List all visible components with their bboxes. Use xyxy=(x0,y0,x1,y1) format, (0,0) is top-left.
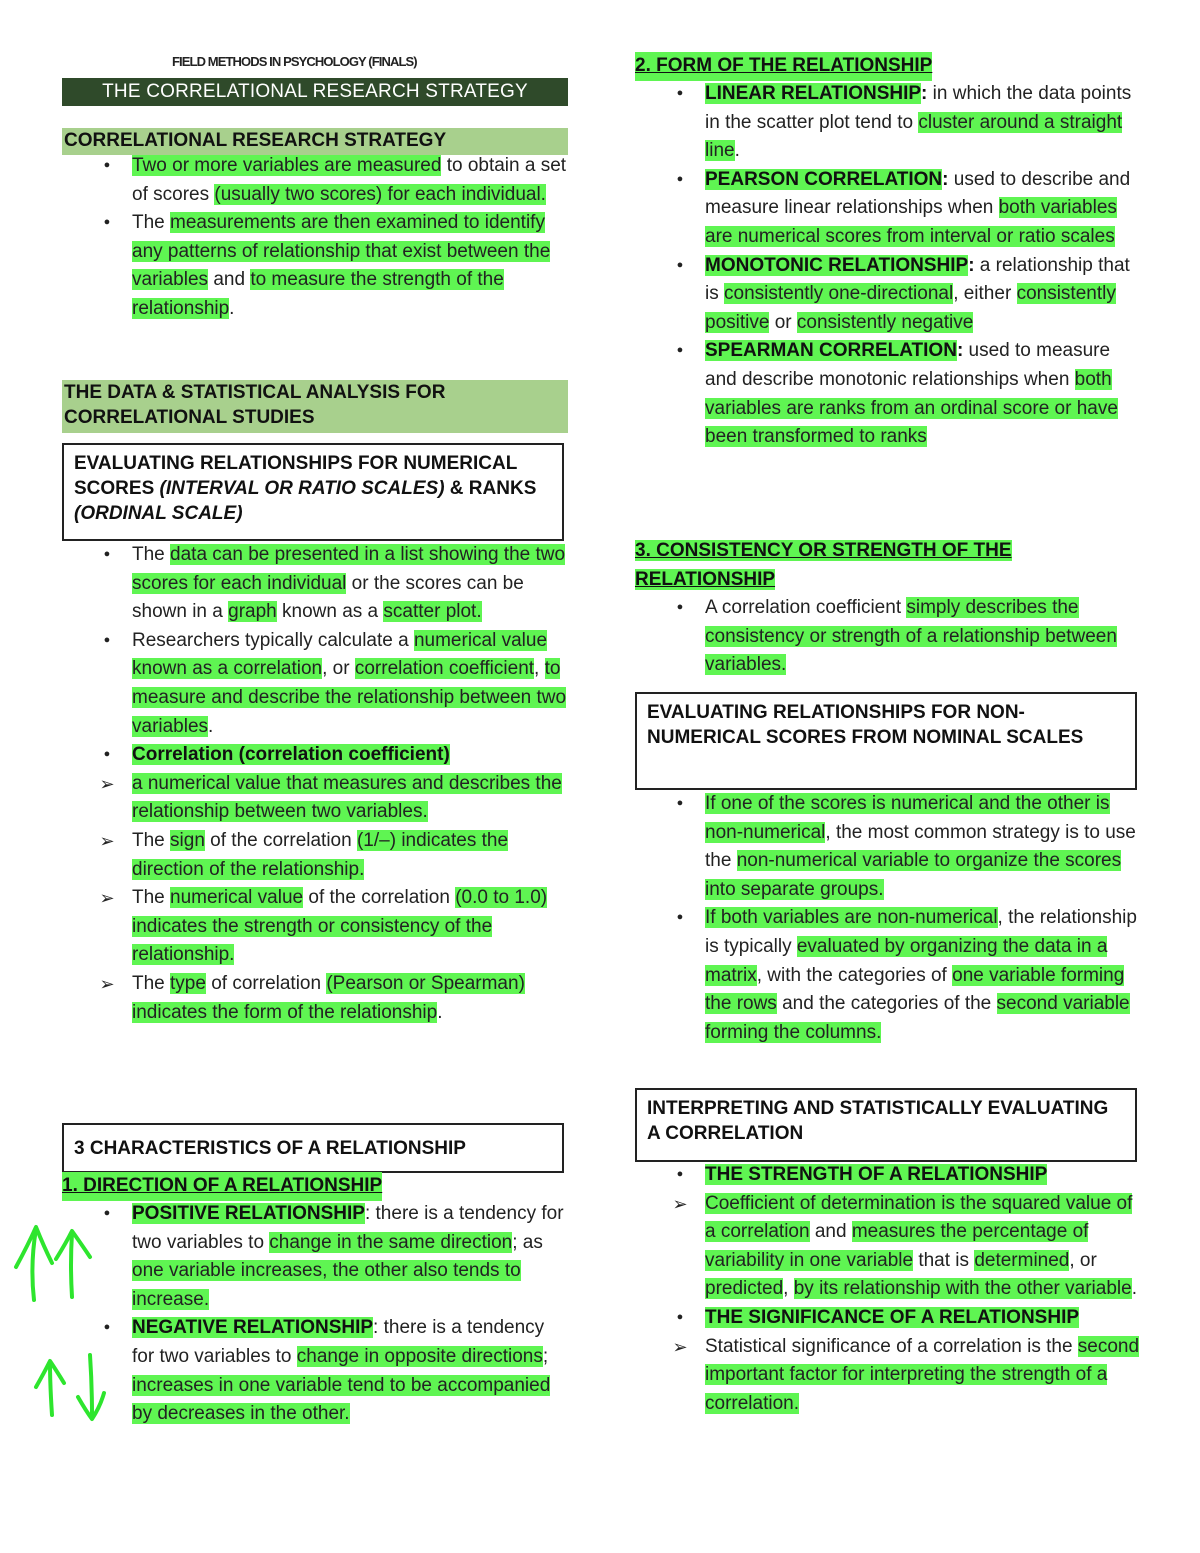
bullet-dot-icon xyxy=(670,80,690,111)
non-numerical-list xyxy=(635,790,1140,1047)
box-interpreting-correlation: INTERPRETING AND STATISTICALLY EVALUATING A CORRELATION xyxy=(635,1088,1137,1162)
consistency-list xyxy=(635,594,1140,680)
list-item: ● NEGATIVE RELATIONSHIP: there is a tendency for two variables to change in opposite directions; increases in one variable tend to be accompanied by decreases in the other. xyxy=(62,1314,568,1428)
list-item: ● PEARSON CORRELATION: used to describe and measure linear relationships when both variables are numerical scores from interval or ratio scales xyxy=(635,166,1140,252)
bullet-dot-icon xyxy=(670,252,690,283)
bullet-dot-icon xyxy=(97,152,117,183)
list-item: ● MONOTONIC RELATIONSHIP: a relationship that is consistently one-directional, either consistently positive or consistently negative xyxy=(635,252,1140,338)
list-item: ● A correlation coefficient simply describes the consistency or strength of a relationship between variables. xyxy=(635,594,1140,680)
list-item: ● If one of the scores is numerical and the other is non-numerical, the most common strategy is to use the non-numerical variable to organize the scores into separate groups. xyxy=(635,790,1140,904)
bullet-dot-icon xyxy=(670,904,690,935)
list-item: ● SPEARMAN CORRELATION: used to measure and describe monotonic relationships when both variables are ranks from an ordinal score or have been transformed to ranks xyxy=(635,337,1140,451)
list-item: ● The measurements are then examined to identify any patterns of relationship that exist between the variables and to measure the strength of the relationship. xyxy=(62,209,568,323)
section-heading-data-analysis: THE DATA & STATISTICAL ANALYSIS FOR CORRELATIONAL STUDIES xyxy=(62,380,568,433)
list-item: ● Correlation (correlation coefficient) xyxy=(62,741,568,770)
list-item: ● THE SIGNIFICANCE OF A RELATIONSHIP xyxy=(635,1304,1140,1333)
box-numerical-scores: EVALUATING RELATIONSHIPS FOR NUMERICAL SCORES (INTERVAL OR RATIO SCALES) & RANKS (ORDINAL SCALE) xyxy=(62,443,564,541)
direction-heading: 1. DIRECTION OF A RELATIONSHIP xyxy=(62,1172,382,1201)
interpreting-list xyxy=(635,1161,1140,1418)
bullet-dot-icon xyxy=(670,594,690,625)
list-item: ● Two or more variables are measured to obtain a set of scores (usually two scores) for each individual. xyxy=(62,152,568,209)
bullet-dot-icon xyxy=(97,741,117,772)
arrow-bullet-icon xyxy=(670,1333,690,1363)
direction-list xyxy=(62,1200,568,1429)
section-heading-strategy: CORRELATIONAL RESEARCH STRATEGY xyxy=(62,128,568,155)
list-item: ● Researchers typically calculate a numerical value known as a correlation, or correlation coefficient, to measure and describe the relationship between two variables. xyxy=(62,627,568,741)
list-item: ● THE STRENGTH OF A RELATIONSHIP xyxy=(635,1161,1140,1190)
bullet-dot-icon xyxy=(97,209,117,240)
list-item: ➢ Statistical significance of a correlation is the second important factor for interpreting the strength of a correlation. xyxy=(635,1333,1140,1419)
arrow-bullet-icon xyxy=(97,770,117,800)
page-title: THE CORRELATIONAL RESEARCH STRATEGY xyxy=(62,78,568,106)
box-non-numerical-scores: EVALUATING RELATIONSHIPS FOR NON-NUMERICAL SCORES FROM NOMINAL SCALES xyxy=(635,692,1137,790)
box-characteristics: 3 CHARACTERISTICS OF A RELATIONSHIP xyxy=(62,1123,564,1173)
bullet-dot-icon xyxy=(97,541,117,572)
course-header: FIELD METHODS IN PSYCHOLOGY (FINALS) xyxy=(172,54,417,69)
list-item: ➢ a numerical value that measures and describes the relationship between two variables. xyxy=(62,770,568,827)
bullet-dot-icon xyxy=(670,1161,690,1192)
handwritten-up-up-arrows-icon xyxy=(0,1215,120,1445)
list-item: ➢ Coefficient of determination is the squared value of a correlation and measures the percentage of variability in one variable that is determined, or predicted, by its relationship with the other variable. xyxy=(635,1190,1140,1304)
list-item: ● LINEAR RELATIONSHIP: in which the data points in the scatter plot tend to cluster around a straight line. xyxy=(635,80,1140,166)
arrow-bullet-icon xyxy=(670,1190,690,1220)
list-item: ● POSITIVE RELATIONSHIP: there is a tendency for two variables to change in the same direction; as one variable increases, the other also tends to increase. xyxy=(62,1200,568,1314)
list-item: ● The data can be presented in a list showing the two scores for each individual or the scores can be shown in a graph known as a scatter plot. xyxy=(62,541,568,627)
arrow-bullet-icon xyxy=(97,827,117,857)
consistency-heading: 3. CONSISTENCY OR STRENGTH OF THE RELATIONSHIP xyxy=(635,540,1012,590)
numerical-list xyxy=(62,541,568,1027)
list-item: ➢ The sign of the correlation (1/–) indicates the direction of the relationship. xyxy=(62,827,568,884)
form-heading: 2. FORM OF THE RELATIONSHIP xyxy=(635,52,932,81)
arrow-bullet-icon xyxy=(97,970,117,1000)
bullet-dot-icon xyxy=(670,1304,690,1335)
list-item: ➢ The type of correlation (Pearson or Spearman) indicates the form of the relationship. xyxy=(62,970,568,1027)
arrow-bullet-icon xyxy=(97,884,117,914)
bullet-dot-icon xyxy=(97,627,117,658)
bullet-dot-icon xyxy=(670,337,690,368)
form-list xyxy=(635,80,1140,452)
bullet-dot-icon xyxy=(670,166,690,197)
strategy-list xyxy=(62,152,568,324)
list-item: ➢ The numerical value of the correlation (0.0 to 1.0) indicates the strength or consistency of the relationship. xyxy=(62,884,568,970)
bullet-dot-icon xyxy=(670,790,690,821)
list-item: ● If both variables are non-numerical, the relationship is typically evaluated by organizing the data in a matrix, with the categories of one variable forming the rows and the categories of the second variable forming the columns. xyxy=(635,904,1140,1047)
